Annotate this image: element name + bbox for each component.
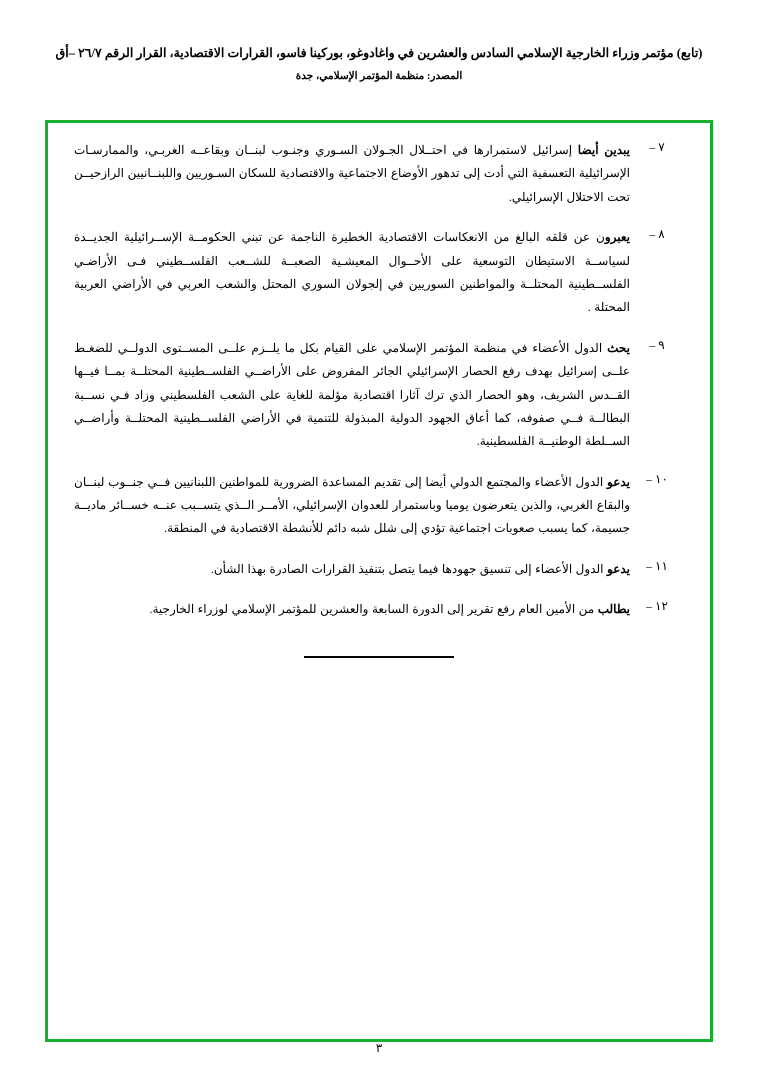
clause-text <box>74 471 630 541</box>
section-divider-wrap <box>74 656 684 658</box>
clause-rest: الدول الأعضاء في منظمة المؤتمر الإسلامي على القيام بكل ما يلــزم علــى المســتوى الدولــي للضغـط علــى إسرائيل بهدف رفع الحصار الإسرائيلي الجائر المفروض على الأراضــي الفلســطينية المحتلــة بمــا فيــها القــدس الشريف، وهو الحصار الذي ترك آثارا اقتصادية مؤلمة للغاية على الشعب الفلسطيني وزاد فـي نســبة البطالــة فــي صفوفه، كما أعاق الجهود الدولية المبذولة للتنمية في الأراضي الفلســطينية المحتلــة وأراضــي الســلطة الوطنيــة الفلسطينية. <box>74 340 630 449</box>
header-title: (تابع) مؤتمر وزراء الخارجية الإسلامي السادس والعشرين في واغادوغو، بوركينا فاسو، القرارات الاقتصادية، القرار الرقم ٢٦/٧ –أق <box>55 46 703 60</box>
clause-rest: ن عن قلقه البالغ من الانعكاسات الاقتصادية الخطيرة الناجمة عن تبني الحكومــة الإســرائيلية الجديــدة لسياســة الاستيطان التوسعية على الأحــوال المعيشـية الصعبــة للشــعب الفلســطيني فـى الأراضـي الفلســطينية المحتلــة والمواطنين السوريين في إلجولان السوري المحتل والشعب العربي في الأراضي العربية المحتلة . <box>74 230 630 315</box>
clause-number: ١٢ – <box>646 599 668 614</box>
clause-lead: يدعو <box>607 474 630 489</box>
list-item <box>74 226 684 320</box>
list-item <box>74 471 684 541</box>
header-source: المصدر: منظمة المؤتمر الإسلامي، جدة <box>295 70 463 82</box>
content-frame <box>45 120 713 1042</box>
clause-rest: الدول الأعضاء والمجتمع الدولي أيضا إلى تقديم المساعدة الضرورية للمواطنين اللبنانيين فــي جنــوب لبنــان والبقاع الغربي، والذين يتعرضون يوميا وباستمرار للعدوان الإسرائيلي، الأمــر الــذي يتســبب عنــه خســائر ماديــة جسيمة، كما يسبب صعوبات اجتماعية تؤدي إلى شلل شبه دائم للأنشطة الاقتصادية في المنطقة. <box>74 474 630 536</box>
clause-number: ٨ – <box>649 227 665 242</box>
clause-text <box>74 558 630 581</box>
clause-number: ٧ – <box>649 140 665 154</box>
clause-number: ١١ – <box>646 558 668 573</box>
list-item <box>74 598 684 621</box>
clause-text <box>74 139 630 209</box>
clause-lead: يحث <box>607 340 630 355</box>
clause-number: ١٠ – <box>646 471 668 486</box>
page-header <box>36 44 722 84</box>
clause-number: ٩ – <box>649 337 665 352</box>
page-number: ٣ <box>375 1041 383 1055</box>
clause-lead: يعبرو <box>604 230 630 245</box>
clause-rest: إسرائيل لاستمرارها في احتــلال الجـولان السـوري وجنـوب لبنــان وبقاعــه الغربـي، والممارسـات الإسرائيلية التعسفية التي أدت إلى تدهور الأوضاع الاجتماعية والاقتصادية للسكان السـوريين واللبنــانيين الرازحيــن تحت الاحتلال الإسرائيلي. <box>74 143 630 204</box>
clause-lead: يطالب <box>597 602 630 617</box>
clause-text <box>74 337 630 454</box>
clause-rest: من الأمين العام رفع تقرير إلى الدورة السابعة والعشرين للمؤتمر الإسلامي لوزراء الخارجية. <box>149 602 598 617</box>
clause-text <box>74 226 630 320</box>
section-divider <box>304 656 454 658</box>
clause-text <box>74 598 630 621</box>
list-item <box>74 558 684 581</box>
clause-lead: يبدين أيضا <box>577 143 630 157</box>
clause-rest: الدول الأعضاء إلى تنسيق جهودها فيما يتصل بتنفيذ القرارات الصادرة بهذا الشأن. <box>210 561 607 576</box>
list-item <box>74 139 684 209</box>
clause-lead: يدعو <box>607 561 630 576</box>
list-item <box>74 337 684 454</box>
clause-list <box>48 123 710 658</box>
